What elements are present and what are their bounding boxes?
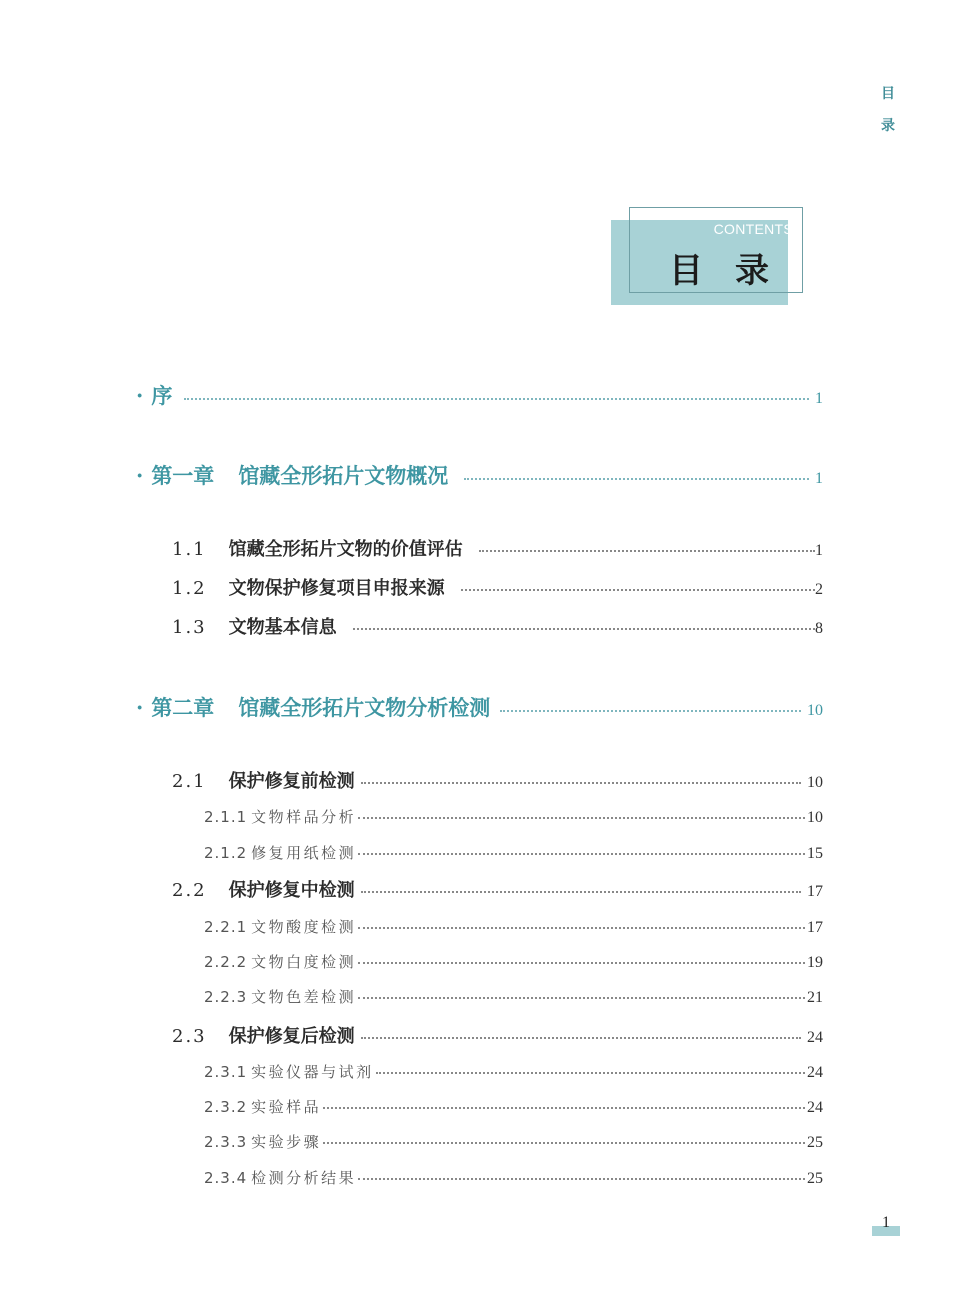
toc-leader bbox=[376, 1072, 805, 1074]
running-head-line2: 录 bbox=[881, 118, 895, 134]
toc-page-number: 10 bbox=[807, 774, 823, 791]
toc-leader bbox=[358, 853, 805, 855]
toc-page-number: 24 bbox=[807, 1029, 823, 1046]
page-title: 目录 bbox=[669, 251, 801, 291]
toc-page-number: 8 bbox=[815, 620, 823, 637]
toc-entry-subsection-2-3-1[interactable] bbox=[204, 1061, 823, 1082]
toc-chapter-number: 第一章 bbox=[151, 463, 215, 488]
toc-entry-section-1-3[interactable] bbox=[172, 613, 823, 639]
toc-chapter-number: 第二章 bbox=[151, 695, 215, 720]
toc-subsection-number: 2.2.3 bbox=[204, 988, 248, 1006]
toc-subsection-number: 2.3.1 bbox=[204, 1063, 248, 1081]
toc-page-number: 24 bbox=[807, 1064, 823, 1081]
toc-subsection-number: 2.3.4 bbox=[204, 1169, 248, 1187]
toc-entry-section-2-3[interactable] bbox=[172, 1022, 823, 1048]
toc-entry-section-2-2[interactable] bbox=[172, 876, 823, 902]
toc-page-number: 1 bbox=[815, 470, 823, 487]
toc-title: 馆藏全形拓片文物概况 bbox=[238, 463, 449, 488]
toc-entry-subsection-2-2-2[interactable] bbox=[204, 951, 823, 972]
toc-title: 检测分析结果 bbox=[251, 1169, 357, 1187]
toc-entry-subsection-2-3-2[interactable] bbox=[204, 1096, 823, 1117]
toc-subsection-number: 2.2.2 bbox=[204, 953, 248, 971]
toc-title: 保护修复中检测 bbox=[228, 880, 355, 901]
toc-leader bbox=[361, 782, 801, 784]
toc-leader bbox=[361, 891, 801, 893]
page-number: 1 bbox=[882, 1214, 890, 1231]
contents-title-block bbox=[611, 207, 803, 305]
toc-page-number: 10 bbox=[807, 702, 823, 719]
toc-page-number: 19 bbox=[807, 954, 823, 971]
toc-entry-subsection-2-2-3[interactable] bbox=[204, 986, 823, 1007]
toc-page-number: 15 bbox=[807, 845, 823, 862]
running-head-line1: 目 bbox=[881, 86, 895, 102]
toc-leader bbox=[358, 927, 805, 929]
toc-section-number: 2.2 bbox=[172, 880, 207, 901]
toc-entry-preface[interactable] bbox=[136, 380, 823, 410]
toc-title: 文物基本信息 bbox=[228, 617, 337, 638]
toc-page-number: 25 bbox=[807, 1170, 823, 1187]
toc-entry-chapter-2[interactable] bbox=[136, 692, 823, 722]
toc-title: 序 bbox=[151, 383, 173, 408]
toc-subsection-number: 2.1.1 bbox=[204, 808, 248, 826]
toc-title: 文物保护修复项目申报来源 bbox=[228, 578, 445, 599]
toc-title: 文物色差检测 bbox=[251, 988, 357, 1006]
toc-leader bbox=[353, 628, 815, 630]
toc-entry-section-1-2[interactable] bbox=[172, 574, 823, 600]
toc-leader bbox=[479, 550, 815, 552]
toc-subsection-number: 2.1.2 bbox=[204, 844, 248, 862]
toc-section-number: 1.1 bbox=[172, 539, 207, 560]
toc-leader bbox=[358, 1178, 805, 1180]
toc-title: 文物样品分析 bbox=[251, 808, 357, 826]
toc-page-number: 1 bbox=[815, 390, 823, 407]
toc-leader bbox=[323, 1142, 805, 1144]
title-contents-label: CONTENTS bbox=[713, 221, 793, 237]
toc-title: 馆藏全形拓片文物分析检测 bbox=[238, 695, 491, 720]
toc-bullet: · bbox=[136, 383, 144, 408]
toc-leader bbox=[358, 962, 805, 964]
toc-title: 馆藏全形拓片文物的价值评估 bbox=[228, 539, 463, 560]
toc-title: 实验仪器与试剂 bbox=[251, 1063, 374, 1081]
toc-entry-subsection-2-1-1[interactable] bbox=[204, 806, 823, 827]
toc-entry-subsection-2-1-2[interactable] bbox=[204, 842, 823, 863]
toc-section-number: 1.3 bbox=[172, 617, 207, 638]
toc-entry-section-1-1[interactable] bbox=[172, 535, 823, 561]
toc-leader bbox=[323, 1107, 805, 1109]
toc-subsection-number: 2.2.1 bbox=[204, 918, 248, 936]
toc-title: 文物酸度检测 bbox=[251, 918, 357, 936]
toc-leader bbox=[464, 478, 809, 480]
toc-leader bbox=[358, 997, 805, 999]
toc-leader bbox=[358, 817, 805, 819]
toc-leader bbox=[361, 1037, 801, 1039]
toc-entry-subsection-2-3-4[interactable] bbox=[204, 1167, 823, 1188]
toc-entry-section-2-1[interactable] bbox=[172, 767, 823, 793]
toc-title: 保护修复前检测 bbox=[228, 771, 355, 792]
toc-page-number: 2 bbox=[815, 581, 823, 598]
toc-subsection-number: 2.3.3 bbox=[204, 1133, 248, 1151]
toc-title: 实验步骤 bbox=[251, 1133, 322, 1151]
toc-page-number: 24 bbox=[807, 1099, 823, 1116]
toc-leader bbox=[184, 398, 809, 400]
toc-page-number: 17 bbox=[807, 919, 823, 936]
toc-leader bbox=[500, 710, 801, 712]
toc-page-number: 25 bbox=[807, 1134, 823, 1151]
toc-title: 文物白度检测 bbox=[251, 953, 357, 971]
toc-title: 修复用纸检测 bbox=[251, 844, 357, 862]
toc-page-number: 10 bbox=[807, 809, 823, 826]
toc-page-number: 17 bbox=[807, 883, 823, 900]
toc-section-number: 1.2 bbox=[172, 578, 207, 599]
toc-entry-chapter-1[interactable] bbox=[136, 460, 823, 490]
running-head bbox=[877, 78, 899, 142]
toc-entry-subsection-2-3-3[interactable] bbox=[204, 1131, 823, 1152]
toc-title: 实验样品 bbox=[251, 1098, 322, 1116]
toc-leader bbox=[461, 589, 815, 591]
toc-bullet: · bbox=[136, 463, 144, 488]
toc-page-number: 21 bbox=[807, 989, 823, 1006]
toc-subsection-number: 2.3.2 bbox=[204, 1098, 248, 1116]
toc-section-number: 2.1 bbox=[172, 771, 207, 792]
toc-page-number: 1 bbox=[815, 542, 823, 559]
toc-title: 保护修复后检测 bbox=[228, 1026, 355, 1047]
toc-bullet: · bbox=[136, 695, 144, 720]
toc-section-number: 2.3 bbox=[172, 1026, 207, 1047]
toc-entry-subsection-2-2-1[interactable] bbox=[204, 916, 823, 937]
